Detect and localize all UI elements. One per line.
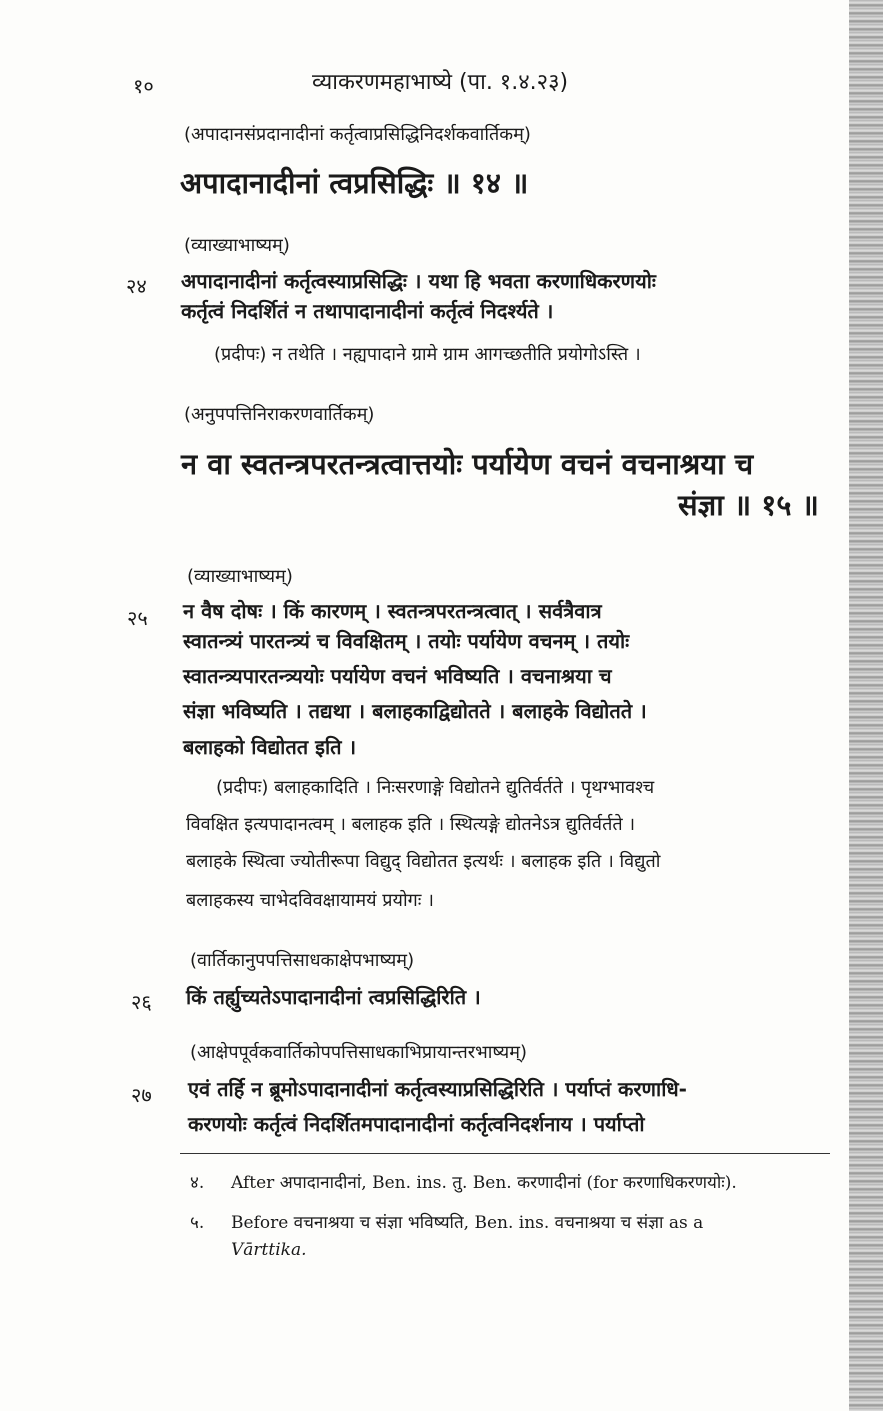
section-heading: (वार्तिकानुपपत्तिसाधकाक्षेपभाष्यम्) xyxy=(190,950,415,971)
footnote-text: After अपादानादीनां, Ben. ins. तु. Ben. करणादीनां (for करणाधिकरणयोः). xyxy=(231,1173,737,1193)
bhashya-line: किं तर्ह्युच्यतेऽपादानादीनां त्वप्रसिद्धिरिति । xyxy=(186,985,481,1009)
footnote-continuation: Vārttika. xyxy=(231,1240,307,1260)
pradipa-line: बलाहकस्य चाभेदविवक्षायामयं प्रयोगः । xyxy=(186,890,434,911)
section-heading: (व्याख्याभाष्यम्) xyxy=(184,235,290,256)
footnote-number: ४. xyxy=(190,1173,205,1193)
section-heading: (अनुपपत्तिनिराकरणवार्तिकम्) xyxy=(184,404,375,425)
pradipa-line: (प्रदीपः) बलाहकादिति । निःसरणाङ्गे विद्योतने द्युतिर्वर्तते । पृथग्भावश्च xyxy=(216,777,655,798)
bhashya-line: बलाहको विद्योतत इति । xyxy=(183,735,357,759)
section-heading: (आक्षेपपूर्वकवार्तिकोपपत्तिसाधकाभिप्रायान्तरभाष्यम्) xyxy=(190,1042,528,1063)
pradipa-line: बलाहके स्थित्वा ज्योतीरूपा विद्युद् विद्योतत इत्यर्थः । बलाहक इति । विद्युतो xyxy=(186,851,661,872)
page-number: १० xyxy=(133,74,154,98)
bhashya-line: करणयोः कर्तृत्वं निदर्शितमपादानादीनां कर्तृत्वनिदर्शनाय । पर्याप्तो xyxy=(188,1112,645,1136)
paragraph-number: २६ xyxy=(131,990,152,1014)
footnote-text: Before वचनाश्रया च संज्ञा भविष्यति, Ben. ins. वचनाश्रया च संज्ञा as a xyxy=(231,1213,704,1233)
bhashya-line: अपादानादीनां कर्तृत्वस्याप्रसिद्धिः । यथा हि भवता करणाधिकरणयोः xyxy=(181,269,656,293)
paragraph-number: २७ xyxy=(131,1083,152,1107)
page-edge-shadow xyxy=(849,0,883,1411)
varttika-14: अपादानादीनां त्वप्रसिद्धिः ॥ १४ ॥ xyxy=(180,166,529,200)
running-title: व्याकरणमहाभाष्ये (पा. १.४.२३) xyxy=(312,70,569,95)
pradipa-line: विवक्षित इत्यपादानत्वम् । बलाहक इति । स्थित्यङ्गे द्योतनेऽत्र द्युतिर्वर्तते । xyxy=(186,814,636,835)
paragraph-number: २५ xyxy=(127,606,148,630)
section-heading: (अपादानसंप्रदानादीनां कर्तृत्वाप्रसिद्धिनिदर्शकवार्तिकम्) xyxy=(184,124,531,145)
pradipa-line: (प्रदीपः) न तथेति । नह्यपादाने ग्रामे ग्राम आगच्छतीति प्रयोगोऽस्ति । xyxy=(214,344,641,365)
bhashya-line: कर्तृत्वं निदर्शितं न तथापादानादीनां कर्तृत्वं निदर्श्यते । xyxy=(181,299,554,323)
bhashya-line: स्वातन्त्र्यपारतन्त्र्ययोः पर्यायेण वचनं भविष्यति । वचनाश्रया च xyxy=(183,664,612,688)
footnote-divider xyxy=(180,1153,830,1154)
footnote-number: ५. xyxy=(190,1213,205,1233)
bhashya-line: न वैष दोषः । किं कारणम् । स्वतन्त्रपरतन्त्रत्वात् । सर्वत्रैवात्र xyxy=(183,599,602,623)
paragraph-number: २४ xyxy=(126,274,147,298)
bhashya-line: स्वातन्त्र्यं पारतन्त्र्यं च विवक्षितम् । तयोः पर्यायेण वचनम् । तयोः xyxy=(183,629,630,653)
varttika-15: न वा स्वतन्त्रपरतन्त्रत्वात्तयोः पर्यायेण वचनं वचनाश्रया च xyxy=(181,447,754,481)
bhashya-line: संज्ञा भविष्यति । तद्यथा । बलाहकाद्विद्योतते । बलाहके विद्योतते । xyxy=(183,699,647,723)
varttika-15-end: संज्ञा ॥ १५ ॥ xyxy=(678,488,819,522)
bhashya-line: एवं तर्हि न ब्रूमोऽपादानादीनां कर्तृत्वस्याप्रसिद्धिरिति । पर्याप्तं करणाधि- xyxy=(188,1077,687,1101)
section-heading: (व्याख्याभाष्यम्) xyxy=(187,566,293,587)
